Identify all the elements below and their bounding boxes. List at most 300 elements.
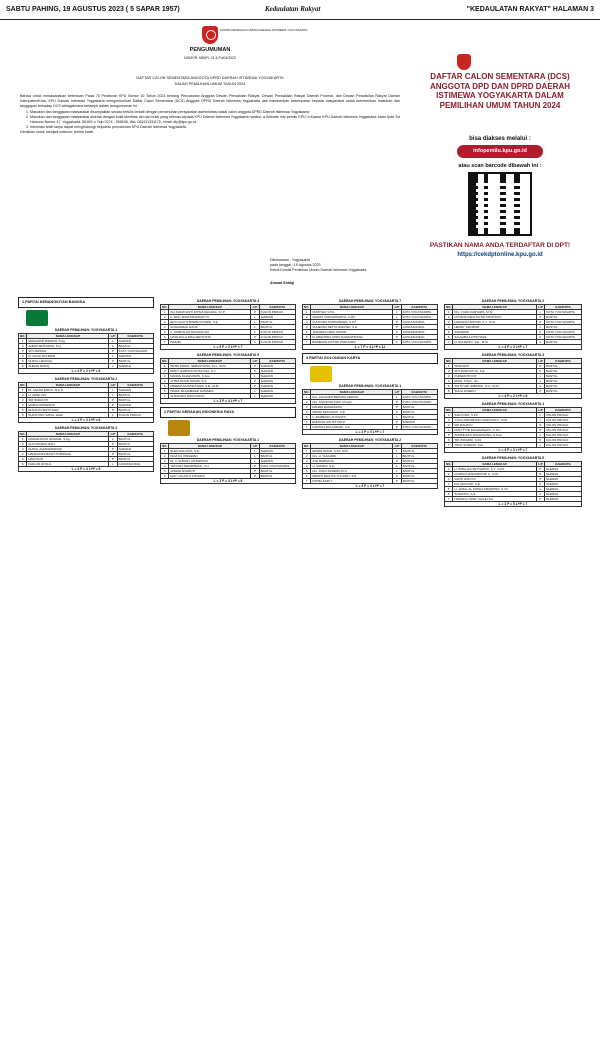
candidate-regency: SLEMAN [117,364,153,369]
row-number: 5 [161,330,169,335]
candidate-gender: P [393,335,401,340]
candidate-name: ANDRE EKO WICAKSONO, S.Kom [453,433,536,438]
candidate-name: EMY LAILATUL FITRIANI [169,474,251,479]
candidate-regency: BANTUL [117,359,153,364]
candidate-regency: KULON PROGO [545,413,582,418]
row-number: 2 [445,418,453,423]
row-number: 3 [161,374,169,379]
column-header: L/P [110,383,116,387]
candidate-regency: KOTA YOGYAKARTA [117,349,153,354]
row-number: 6 [161,389,169,394]
column-header: NAMA LENGKAP [311,390,393,395]
candidate-regency: GUNUNGKIDUL [117,462,153,467]
candidate-gender: L [109,364,117,369]
candidate-gender: P [251,474,259,479]
candidate-gender: P [536,472,544,477]
candidate-column-4 [444,297,582,510]
row-number: 1 [445,467,453,472]
candidate-regency: KULON PROGO [545,433,582,438]
row-number: 1 [161,310,169,315]
column-header: NAMA LENGKAP [169,359,251,364]
candidate-regency: BANTUL [117,393,153,398]
candidate-column-2 [160,297,296,487]
row-number: 2 [19,393,27,398]
candidate-table [18,333,154,369]
announcement-item: 2. Masukan dan tanggapan masyarakat disertai dengan bukti identitas diri dan bukti yang relevan kepada KPU Daerah Istimewa Yogyakarta melalui: a.Website info pemilu KPU; b.Kantor KPU Daerah Istimewa Yogyakarta Jalan Ipda Tut Harsono Nomor 47, Yogyakarta, 55165; c.Telp 0274 - 558036, WA: 081911331175, email: diy@kpu.go.id. [30,115,400,125]
row-number: 2 [19,442,27,447]
candidate-name: SARYONO, S.Pd [453,413,536,418]
announcement-body [20,94,400,136]
candidate-gender: L [251,330,259,335]
column-header: KAB/KOTA [117,432,153,437]
column-header: NAMA LENGKAP [453,305,536,310]
row-number: 7 [303,479,311,484]
candidate-regency: SLEMAN [259,364,295,369]
candidate-name: FADLUR ROSUL [27,462,109,467]
row-number: 4 [445,482,453,487]
dapil-title: DAERAH PEMILIHAN: YOGYAKARTA 1 [196,438,260,442]
candidate-regency: SLEMAN [545,492,582,497]
candidate-gender: L [393,449,401,454]
candidate-regency: BANTUL [117,344,153,349]
candidate-gender: L [251,454,259,459]
promo-title: DAFTAR CALON SEMENTARA (DCS) ANGGOTA DPD DAN DPRD DAERAH ISTIMEWA YOGYAKARTA DALAM PEMILIHAN UMUM TAHUN 2024 [430,72,570,110]
column-header: NO. [446,359,452,363]
candidate-name: MOHAMAD RIDWAN, S.Ag [27,339,109,344]
row-number: 3 [445,320,453,325]
row-number: 2 [161,369,169,374]
row-number: 6 [161,474,169,479]
candidate-name: SUGIYONO SAFUL HADI [27,413,109,418]
row-number: 7 [445,497,453,502]
column-header: NAMA LENGKAP [27,383,109,388]
candidate-regency: BANTUL [117,437,153,442]
candidate-gender: P [251,310,259,315]
party-header: 1 PARTAI KEBANGKITAN BANGSA [18,297,154,308]
candidate-regency: SLEMAN [545,472,582,477]
candidate-name: SANTI WIJOYO [453,477,536,482]
candidate-regency: BANTUL [545,384,582,389]
candidate-regency: GUNUNGKIDUL [401,320,437,325]
candidate-gender: L [393,315,401,320]
candidate-regency: KOTA YOGYAKARTA [545,335,582,340]
candidate-regency: BANTUL [545,315,582,320]
candidate-gender: L [109,388,117,393]
candidate-regency: KULON PROGO [259,330,295,335]
candidate-table [160,358,296,399]
candidate-regency: BANTUL [259,320,295,325]
column-header: NO. [20,383,26,387]
candidate-name: M. FAUZI ROHMAN [27,354,109,359]
candidate-regency: KULON PROGO [259,310,295,315]
kpu-logo-icon [457,54,471,70]
candidate-name: IAN HIDAYATI, S.E. [453,482,536,487]
candidate-gender: L [393,340,401,345]
table-row [19,364,154,369]
candidate-gender: L [109,413,117,418]
candidate-regency: BANTUL [259,454,295,459]
kpu-logo-icon [202,26,218,44]
row-number: 5 [19,408,27,413]
candidate-name: WINDARTI [453,364,536,369]
candidate-gender: P [251,369,259,374]
candidate-regency: KOTA YOGYAKARTA [401,395,437,400]
row-number: 4 [445,379,453,384]
table-row [19,462,154,467]
row-number: 1 [303,310,311,315]
candidate-regency: BANTUL [259,469,295,474]
candidate-gender: L [109,393,117,398]
candidate-table [160,443,296,479]
candidate-regency: BANTUL [117,398,153,403]
candidate-regency: BANTUL [545,374,582,379]
gender-total: L = 4 P = 3 L+P = 7 [444,345,582,350]
candidate-regency: KOTA YOGYAKARTA [545,320,582,325]
candidate-gender: L [251,459,259,464]
candidate-name: SRI RAHAYU [453,423,536,428]
column-header: KAB/KOTA [117,334,153,339]
row-number: 6 [303,335,311,340]
candidate-name: NURUL HIDAYAH [27,359,109,364]
candidate-gender: L [393,454,401,459]
column-header: L/P [538,408,543,412]
candidate-gender: P [536,320,544,325]
candidate-gender: P [109,447,117,452]
candidate-regency: BANTUL [401,415,437,420]
column-header: KAB/KOTA [545,305,582,310]
candidate-regency: SLEMAN [259,459,295,464]
candidate-gender: L [109,344,117,349]
candidate-regency: SLEMAN [259,384,295,389]
gender-total: L = 7 P = 4 L+P = 11 [302,345,438,350]
candidate-gender: L [536,443,544,448]
row-number: 5 [161,384,169,389]
candidate-regency: KULON PROGO [117,413,153,418]
candidate-regency: KULON PROGO [545,443,582,448]
candidate-gender: P [251,469,259,474]
candidate-regency: SLEMAN [117,354,153,359]
candidate-regency: BANTUL [545,369,582,374]
candidate-gender: P [109,408,117,413]
row-number: 4 [161,464,169,469]
gender-total: L = 3 P = 4 L+P = 7 [160,399,296,404]
candidate-regency: GUNUNGKIDUL [401,325,437,330]
row-number: 1 [445,310,453,315]
candidate-gender: P [536,389,544,394]
column-header: KAB/KOTA [545,359,582,364]
candidate-gender: P [536,438,544,443]
candidate-name: Drs. JOKO JUMENO M.S. [311,469,393,474]
row-number: 5 [303,469,311,474]
candidate-regency: BANTUL [259,325,295,330]
candidate-regency: KOTA YOGYAKARTA [545,330,582,335]
candidate-name: ISMUDI [169,340,251,345]
candidate-name: SINTO ARI WIBOWO, S.H., M.Kn [453,384,536,389]
column-header: NO. [162,359,168,363]
announcement-subject-1: DAFTAR CALON SEMENTARA ANGGOTA DPRD DAERAH ISTIMEWA YOGYAKARTA [136,76,284,80]
gender-total: L = 4 P = 2 L+P = 6 [444,394,582,399]
candidate-table [444,304,582,345]
candidate-name: Dr. ASLAM RIDLO, M.A.P. [27,388,109,393]
column-header: KAB/KOTA [259,444,295,449]
party-logo-icon [26,310,48,326]
column-header: KAB/KOTA [117,383,153,388]
candidate-name: SARWAINI [453,330,536,335]
column-header: NO. [446,408,452,412]
candidate-regency: SLEMAN [259,389,295,394]
candidate-gender: P [109,442,117,447]
row-number: 5 [445,330,453,335]
row-number: 5 [445,433,453,438]
column-header: KAB/KOTA [545,408,582,413]
sign-name: Ahmad Shidqi [270,281,295,285]
candidate-gender: P [536,423,544,428]
table-row [161,474,296,479]
candidate-name: SULIA JOSEPH [453,389,536,394]
candidate-name: SRI WIDAYATI [27,398,109,403]
candidate-name: Ir. HISBULLAH MUKHOLISH [169,330,251,335]
table-row [19,413,154,418]
row-number: 6 [303,420,311,425]
row-number: 3 [19,447,27,452]
dapil-title: DAERAH PEMILIHAN: YOGYAKARTA 4 [196,299,260,303]
row-number: 4 [161,325,169,330]
column-header: L/P [252,444,258,448]
row-number: 4 [445,428,453,433]
candidate-gender: L [251,320,259,325]
candidate-regency: SLEMAN [259,449,295,454]
promo-scan-text: atau scan barcode dibawah ini : [458,163,542,169]
candidate-gender: P [109,398,117,403]
column-header: NAMA LENGKAP [311,444,393,449]
candidate-gender: P [536,477,544,482]
candidate-gender: L [109,462,117,467]
sign-date: pada tanggal : 19 Agustus 2023 [270,263,321,267]
candidate-gender: P [393,325,401,330]
candidate-gender: P [393,420,401,425]
candidate-name: SUSANTO, S.S. [453,492,536,497]
candidate-name: NASIHOLLA DIKA SEPTIATIN [169,335,251,340]
candidate-regency: BANTUL [401,474,437,479]
row-number: 2 [161,454,169,459]
candidate-regency: SLEMAN [259,394,295,399]
row-number: 3 [445,477,453,482]
candidate-name: HARYANTI [27,457,109,462]
header-page: "KEDAULATAN RAKYAT" HALAMAN 3 [466,6,594,13]
candidate-gender: L [393,310,401,315]
candidate-name: HARSINI LINNE YHALEYSH [453,497,536,502]
candidate-name: FRESTI DEA TRI YULIARTI, S.P. [311,474,393,479]
candidate-gender: P [251,464,259,469]
promo-access-text: bisa diakses melalui : [469,136,531,142]
candidate-name: RAHMA RAMADHANI [311,405,393,410]
candidate-regency: BANTUL [401,449,437,454]
candidate-name: MUHAMMAD DAUS [169,325,251,330]
row-number: 7 [161,394,169,399]
candidate-name: FLORENTINA APRA SUWANTIRANA [311,335,393,340]
candidate-regency: SLEMAN [117,447,153,452]
candidate-gender: P [251,335,259,340]
candidate-name: RIANA PUSPITA SARI [27,408,109,413]
column-header: NO. [162,444,168,448]
row-number: 3 [161,459,169,464]
candidate-regency: BANTUL [117,442,153,447]
row-number: 4 [19,452,27,457]
candidate-table [444,358,582,394]
row-number: 1 [161,449,169,454]
row-number: 4 [19,403,27,408]
candidate-table [302,304,438,345]
candidate-name: RIZAL S.Sos., Ikn. [453,379,536,384]
row-number: 7 [303,425,311,430]
candidate-name: H. SUDADI, S.E. [311,464,393,469]
row-number: 6 [161,335,169,340]
candidate-gender: L [536,433,544,438]
candidate-name: YENYEN TERAMIDIAN, S.H. [169,464,251,469]
row-number: 1 [161,364,169,369]
candidate-name: Dr. Ir. ALDANY UNTARIKSA [169,459,251,464]
column-header: KAB/KOTA [401,305,437,310]
candidate-gender: L [536,487,544,492]
row-number: 6 [445,438,453,443]
candidate-table [444,407,582,448]
candidate-name: Drs. YOHN KARYAWA, M.Si [453,310,536,315]
row-number: 5 [161,469,169,474]
candidate-regency: BANTUL [545,379,582,384]
candidate-gender: P [109,457,117,462]
candidate-gender: L [251,325,259,330]
candidate-name: Drs. JOHANES BERANG KEDIAN [311,395,393,400]
table-row [445,443,582,448]
candidate-gender: P [109,452,117,457]
candidate-table [444,461,582,502]
column-header: L/P [538,305,543,309]
candidate-regency: KULON PROGO [545,428,582,433]
candidate-name: JOKO SUSENO, S.E. [453,443,536,448]
table-row [445,340,582,345]
sign-place: Dikeluarkan : Yogyakarta [270,258,310,262]
candidate-name: SITI MARFIATUN, S.E. [453,369,536,374]
candidate-gender: L [536,384,544,389]
candidate-regency: SLEMAN [259,315,295,320]
candidate-name: NUNUL AHMAWARDANI [27,447,109,452]
column-header: NAMA LENGKAP [169,305,251,310]
row-number: 6 [445,389,453,394]
candidate-table [18,382,154,418]
party-logo-icon [310,366,332,382]
candidate-name: NYOMAN DEVI PUTRI KRISTANTI [453,315,536,320]
candidate-regency: BANTUL [259,474,295,479]
candidate-gender: L [536,310,544,315]
candidate-regency: KULON PROGO [545,418,582,423]
promo-dpt-url[interactable]: https://cekdptonline.kpu.go.id [457,252,543,258]
candidate-gender: L [109,437,117,442]
candidate-regency: KOTA YOGYAKARTA [259,464,295,469]
column-header: L/P [538,462,543,466]
qr-code-icon[interactable] [468,172,532,236]
gender-total: L = 4 P = 3 L+P = 7 [302,484,438,489]
candidate-name: Ir. BAMBANG SUSANTO [311,415,393,420]
row-number: 3 [303,459,311,464]
candidate-regency: BANTUL [117,452,153,457]
row-number: 3 [303,405,311,410]
row-number: 5 [303,330,311,335]
row-number: 3 [303,320,311,325]
row-number: 2 [445,315,453,320]
candidate-gender: L [251,394,259,399]
candidate-name: PETRI PRIMA, SEBASTIANA, S.H., M.Kn. [169,364,251,369]
row-number: 3 [19,398,27,403]
candidate-regency: BANTUL [401,405,437,410]
column-header: NAMA LENGKAP [311,305,393,310]
column-header: NO. [304,444,310,448]
row-number: 2 [303,315,311,320]
row-number: 6 [19,364,27,369]
column-header: KAB/KOTA [259,359,295,364]
row-number: 4 [303,464,311,469]
candidate-name: SITI AMINAH [27,349,109,354]
candidate-name: BAMBANG KUSTRI PURNOMO [311,340,393,345]
row-number: 1 [303,449,311,454]
gender-total: L = 2 P = 5 L+P = 7 [444,502,582,507]
header-masthead: Kedaulatan Rakyat [265,5,321,13]
candidate-gender: L [393,415,401,420]
candidate-table [302,389,438,430]
candidate-gender: L [536,379,544,384]
candidate-gender: P [393,425,401,430]
candidate-name: IKA DAMAYANTI FATMA NEGARA, S.I.P [169,310,251,315]
announcement [20,24,400,289]
row-number: 2 [19,344,27,349]
candidate-table [302,443,438,484]
candidate-name: ERWIN NIZAR, S.Pd, M.Si [311,449,393,454]
table-row [303,479,438,484]
row-number: 4 [303,325,311,330]
announcement-paragraph: Bahwa untuk melaksanakan ketentuan Pasal 70 Peraturan KPU Nomor 10 Tahun 2023 tentang Pencalonan Anggota Dewan Perwakilan Rakyat, Dewan Perwakilan Rakyat Daerah Provinsi, dan Dewan Perwakilan Rakyat Daerah Kabupaten/Kota, KPU Daerah Istimewa Yogyakarta mengumumkan Daftar Calon Sementara (DCS) Anggota DPRD Daerah Istimewa Yogyakarta dan memberikan kesempatan kepada masyarakat untuk memberikan masukan dan tanggapan terhadap DCS sebagaimana terlampir dalam pengumuman ini. [20,94,400,109]
table-row [303,340,438,345]
column-header: NAMA LENGKAP [453,359,536,364]
candidate-name: RIZKY HARDIAN ROSLITHA, S.Y. [169,369,251,374]
dapil-title: DAERAH PEMILIHAN: YOGYAKARTA 2 [338,438,402,442]
candidate-gender: L [393,395,401,400]
row-number: 3 [445,423,453,428]
row-number: 1 [19,388,27,393]
candidate-name: DANNIL DHARUDDIN, S.Sos [169,374,251,379]
table-row [161,340,296,345]
promo-url-pill[interactable]: infopemilu.kpu.go.id [457,145,543,158]
candidate-gender: P [536,315,544,320]
column-header: L/P [110,432,116,436]
row-number: 2 [445,472,453,477]
candidate-name: Dra. AGUSTINI INAS, M.Hum [311,400,393,405]
candidate-gender: P [251,384,259,389]
row-number: 5 [445,487,453,492]
candidate-gender: L [393,464,401,469]
row-number: 6 [19,413,27,418]
candidate-regency: SLEMAN [117,388,153,393]
candidate-gender: P [536,364,544,369]
candidate-regency: SLEMAN [545,497,582,502]
column-header: NAMA LENGKAP [169,444,251,449]
candidate-regency: SLEMAN [117,403,153,408]
row-number: 1 [445,364,453,369]
row-number: 7 [303,340,311,345]
candidate-name: MARIA KRISWANTI [27,403,109,408]
candidate-regency: KOTA YOGYAKARTA [545,310,582,315]
row-number: 6 [445,492,453,497]
column-header: L/P [252,359,258,363]
candidate-regency: BANTUL [545,340,582,345]
